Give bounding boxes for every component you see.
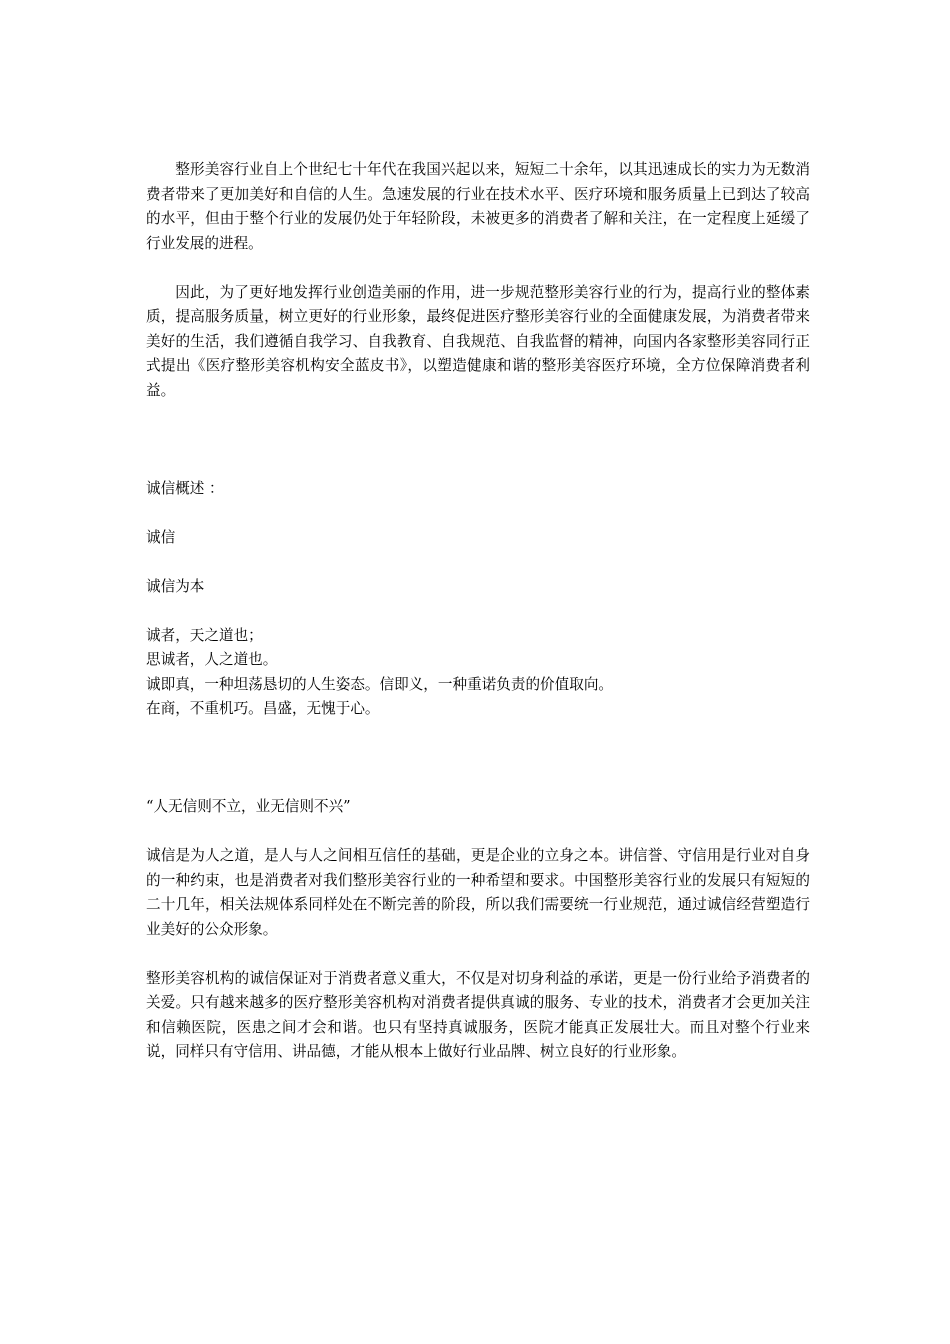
- paragraph-spacer: [146, 501, 810, 526]
- quote: “人无信则不立，业无信则不兴”: [146, 798, 351, 815]
- paragraph-spacer: [146, 550, 810, 575]
- section-spacer: [146, 722, 810, 796]
- subheading-integrity-first: 诚信为本: [146, 577, 205, 595]
- motto-line: 在商，不重机巧。昌盛，无愧于心。: [146, 700, 380, 717]
- paragraph-spacer: [146, 256, 810, 281]
- paragraph-spacer: [146, 599, 810, 624]
- section-spacer: [146, 403, 810, 477]
- subheading-integrity: 诚信: [146, 528, 176, 546]
- motto-line: 诚者，天之道也；: [146, 626, 263, 644]
- document-page: [146, 158, 810, 1065]
- motto-line: 思诚者，人之道也。: [146, 651, 278, 668]
- motto-line: 诚即真，一种坦荡恳切的人生姿态。信即义，一种重诺负责的价值取向。: [146, 675, 614, 693]
- paragraph-spacer: [146, 820, 810, 845]
- body-paragraph-1: 诚信是为人之道，是人与人之间相互信任的基础，更是企业的立身之本。讲信誉、守信用是行业对自身的一种约束，也是消费者对我们整形美容行业的一种希望和要求。中国整形美容行业的发展只有短短的二十几年，相关法规体系同样处在不断完善的阶段，所以我们需要统一行业规范，通过诚信经营塑造行业美好的公众形象。: [146, 847, 810, 938]
- intro-paragraph-1: 整形美容行业自上个世纪七十年代在我国兴起以来，短短二十余年，以其迅速成长的实力为无数消费者带来了更加美好和自信的人生。急速发展的行业在技术水平、医疗环境和服务质量上已到达了较高的水平，但由于整个行业的发展仍处于年轻阶段，未被更多的消费者了解和关注，在一定程度上延缓了行业发展的进程。: [146, 161, 810, 252]
- intro-paragraph-2: 因此，为了更好地发挥行业创造美丽的作用，进一步规范整形美容行业的行为，提高行业的整体素质，提高服务质量，树立更好的行业形象，最终促进医疗整形美容行业的全面健康发展，为消费者带来美好的生活，我们遵循自我学习、自我教育、自我规范、自我监督的精神，向国内各家整形美容同行正式提出《医疗整形美容机构安全蓝皮书》，以塑造健康和谐的整形美容医疗环境，全方位保障消费者利益。: [146, 283, 810, 399]
- body-paragraph-2: 整形美容机构的诚信保证对于消费者意义重大，不仅是对切身利益的承诺，更是一份行业给予消费者的关爱。只有越来越多的医疗整形美容机构对消费者提供真诚的服务、专业的技术，消费者才会更加关注和信赖医院，医患之间才会和谐。也只有坚持真诚服务，医院才能真正发展壮大。而且对整个行业来说，同样只有守信用、讲品德，才能从根本上做好行业品牌、树立良好的行业形象。: [146, 969, 810, 1060]
- paragraph-spacer: [146, 942, 810, 967]
- motto-block: [146, 624, 810, 722]
- overview-heading: 诚信概述 ：: [146, 479, 224, 497]
